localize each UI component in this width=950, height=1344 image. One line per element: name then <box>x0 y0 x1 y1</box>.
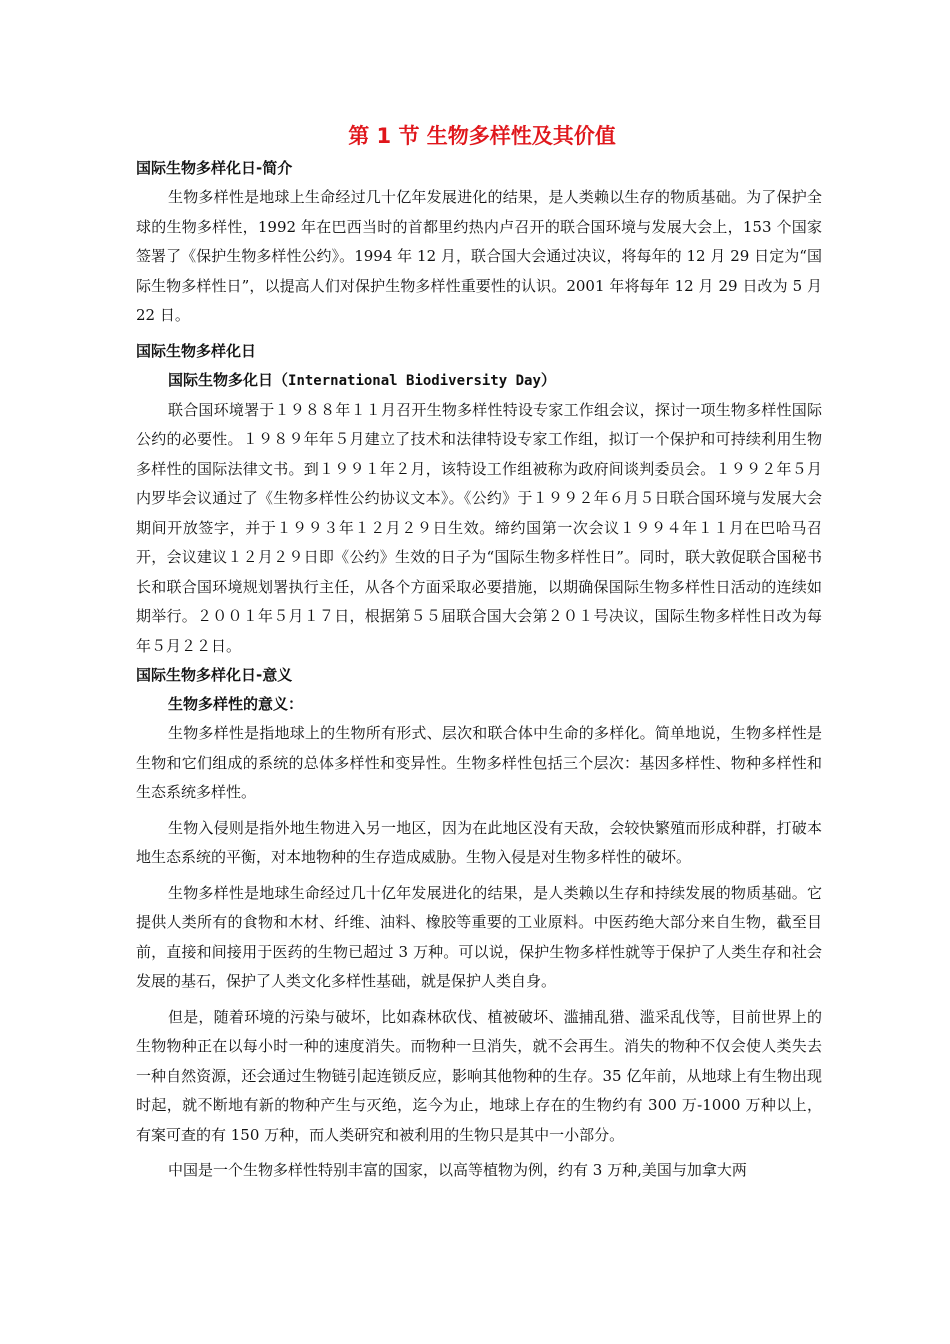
meaning-paragraph-1: 生物多样性是指地球上的生物所有形式、层次和联合体中生命的多样化。简单地说，生物多样性是生物和它们组成的系统的总体多样性和变异性。生物多样性包括三个层次：基因多样性、物种多样性和生态系统多样性。 <box>136 724 822 801</box>
day-subheading-en: International Biodiversity Day <box>288 372 541 389</box>
meaning-paragraph-2: 生物入侵则是指外地生物进入另一地区，因为在此地区没有天敌，会较快繁殖而形成种群，打破本地生态系统的平衡，对本地物种的生存造成威胁。生物入侵是对生物多样性的破坏。 <box>136 818 822 866</box>
meaning-paragraph-5: 中国是一个生物多样性特别丰富的国家，以高等植物为例，约有 3 万种,美国与加拿大两 <box>168 1161 747 1179</box>
meaning-paragraph-4: 但是，随着环境的污染与破坏，比如森林砍伐、植被破坏、滥捕乱猎、滥采乱伐等，目前世界上的生物物种正在以每小时一种的速度消失。而物种一旦消失，就不会再生。消失的物种不仅会使人类失去一种自然资源，还会通过生物链引起连锁反应，影响其他物种的生存。35 亿年前，从地球上有生物出现时起，就不断地有新的物种产生与灭绝，迄今为止，地球上存在的生物约有 300 万-1000 万种以上，有案可查的有 150 万种，而人类研究和被利用的生物只是其中一小部分。 <box>136 1007 822 1144</box>
day-paragraph: 联合国环境署于１９８８年１１月召开生物多样性特设专家工作组会议，探讨一项生物多样性国际公约的必要性。１９８９年年５月建立了技术和法律特设专家工作组，拟订一个保护和可持续利用生物多样性的国际法律文书。到１９９１年２月，该特设工作组被称为政府间谈判委员会。１９９２年５月内罗毕会议通过了《生物多样性公约协议文本》。《公约》于１９９２年６月５日联合国环境与发展大会期间开放签字，并于１９９３年１２月２９日生效。缔约国第一次会议１９９４年１１月在巴哈马召开，会议建议１２月２９日即《公约》生效的日子为“国际生物多样性日”。同时，联大敦促联合国秘书长和联合国环境规划署执行主任，从各个方面采取必要措施，以期确保国际生物多样性日活动的连续如期举行。２００１年５月１７日，根据第５５届联合国大会第２０１号决议，国际生物多样性日改为每年５月２２日。 <box>136 400 822 655</box>
section-heading-intro: 国际生物多样化日-简介 <box>136 159 293 177</box>
intro-paragraph: 生物多样性是地球上生命经过几十亿年发展进化的结果，是人类赖以生存的物质基础。为了保护全球的生物多样性，1992 年在巴西当时的首都里约热内卢召开的联合国环境与发展大会上，153 个国家签署了《保护生物多样性公约》。1994 年 12 月，联合国大会通过决议，将每年的 12 月 29 日定为“国际生物多样性日”，以提高人们对保护生物多样性重要性的认识。2001 年将每年 12 月 29 日改为 5 月 22 日。 <box>136 188 822 324</box>
section-heading-meaning: 国际生物多样化日-意义 <box>136 666 293 684</box>
day-subheading-end: ） <box>540 370 556 389</box>
day-subheading <box>136 366 822 396</box>
meaning-paragraph-3: 生物多样性是地球生命经过几十亿年发展进化的结果，是人类赖以生存和持续发展的物质基础。它提供人类所有的食物和木材、纤维、油料、橡胶等重要的工业原料。中医药绝大部分来自生物，截至目前，直接和间接用于医药的生物已超过 3 万种。可以说，保护生物多样性就等于保护了人类生存和社会发展的基石，保护了人类文化多样性基础，就是保护人类自身。 <box>136 883 822 990</box>
day-subheading-cn: 国际生物多化日（ <box>168 370 289 389</box>
meaning-subheading: 生物多样性的意义： <box>168 695 304 713</box>
page-title: 第 1 节 生物多样性及其价值 <box>348 124 616 148</box>
section-heading-day: 国际生物多样化日 <box>136 341 257 360</box>
